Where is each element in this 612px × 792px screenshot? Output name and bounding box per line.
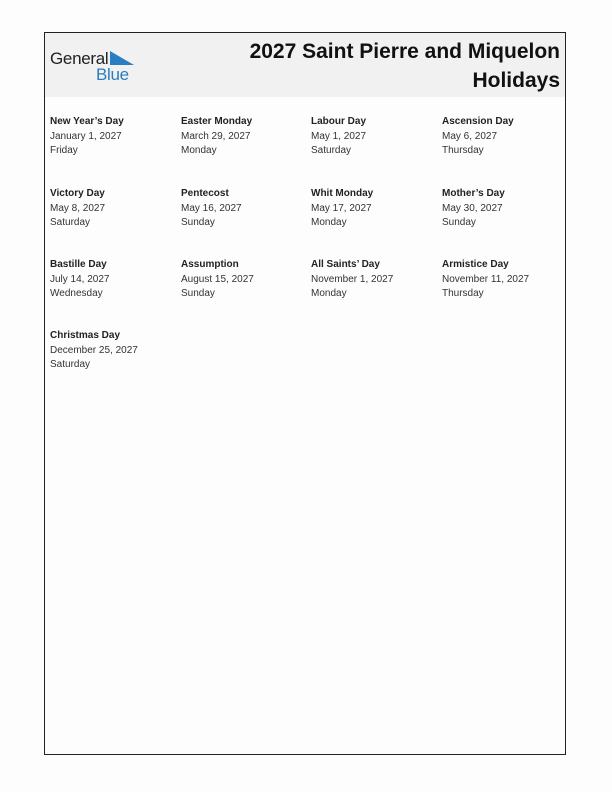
- holiday-name: Mother’s Day: [442, 188, 505, 199]
- holiday-weekday: Friday: [50, 145, 78, 156]
- holiday-weekday: Sunday: [442, 217, 476, 228]
- logo-text-general: General: [50, 49, 109, 68]
- holiday-weekday: Monday: [311, 288, 347, 299]
- holiday-name: Christmas Day: [50, 330, 121, 341]
- page-title: [230, 37, 560, 95]
- holiday-item: [442, 115, 570, 159]
- holiday-name: Whit Monday: [311, 188, 374, 199]
- holiday-date: May 6, 2027: [442, 130, 498, 142]
- holiday-weekday: Thursday: [442, 145, 484, 156]
- holiday-name: All Saints’ Day: [311, 259, 380, 270]
- logo-text-blue: Blue: [96, 65, 129, 84]
- holiday-weekday: Sunday: [181, 217, 215, 228]
- title-line-2: Holidays: [472, 69, 560, 92]
- holiday-weekday: Monday: [181, 145, 217, 156]
- logo-triangle-icon: [110, 51, 134, 65]
- holiday-date: May 17, 2027: [311, 202, 372, 214]
- holiday-item: [181, 115, 309, 159]
- holiday-name: Assumption: [181, 259, 239, 270]
- holiday-item: [50, 258, 178, 302]
- holiday-item: [50, 187, 178, 231]
- holiday-date: May 30, 2027: [442, 202, 503, 214]
- holiday-weekday: Monday: [311, 217, 347, 228]
- holiday-name: Labour Day: [311, 116, 367, 127]
- holiday-date: December 25, 2027: [50, 344, 138, 356]
- title-line-1: 2027 Saint Pierre and Miquelon: [249, 40, 560, 63]
- calendar-page: [44, 32, 566, 755]
- holiday-weekday: Saturday: [50, 359, 91, 370]
- holiday-name: Armistice Day: [442, 259, 509, 270]
- holiday-item: [442, 187, 570, 231]
- holiday-weekday: Saturday: [311, 145, 352, 156]
- holiday-item: [311, 115, 439, 159]
- holiday-item: [181, 187, 309, 231]
- holiday-item: [181, 258, 309, 302]
- holiday-weekday: Wednesday: [50, 288, 103, 299]
- holiday-item: [311, 258, 439, 302]
- holiday-item: [311, 187, 439, 231]
- holiday-date: November 1, 2027: [311, 273, 394, 285]
- holiday-weekday: Saturday: [50, 217, 91, 228]
- holiday-item: [50, 115, 178, 159]
- holiday-name: Easter Monday: [181, 116, 253, 127]
- holiday-weekday: Thursday: [442, 288, 484, 299]
- holiday-date: November 11, 2027: [442, 273, 530, 285]
- holiday-item: [442, 258, 570, 302]
- holiday-name: Ascension Day: [442, 116, 514, 127]
- holiday-name: Pentecost: [181, 188, 229, 199]
- page-header: [45, 33, 565, 97]
- holiday-weekday: Sunday: [181, 288, 215, 299]
- holiday-date: August 15, 2027: [181, 273, 254, 285]
- holiday-name: New Year’s Day: [50, 116, 124, 127]
- holiday-name: Victory Day: [50, 188, 105, 199]
- holiday-date: March 29, 2027: [181, 130, 251, 142]
- generalblue-logo: [50, 47, 140, 87]
- holiday-date: May 16, 2027: [181, 202, 242, 214]
- holiday-date: May 8, 2027: [50, 202, 106, 214]
- holiday-date: July 14, 2027: [50, 273, 110, 285]
- holiday-item: [50, 329, 178, 373]
- holiday-name: Bastille Day: [50, 259, 107, 270]
- holiday-date: January 1, 2027: [50, 130, 122, 142]
- holiday-date: May 1, 2027: [311, 130, 367, 142]
